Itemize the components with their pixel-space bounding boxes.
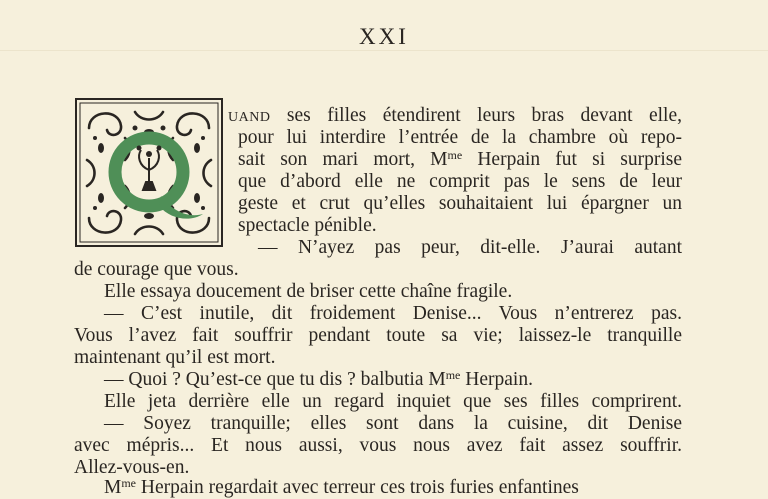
text-line-8: de courage que vous. [74, 259, 239, 280]
text-line-9: Elle essaya doucement de briser cette chaîne fragile. [104, 281, 513, 302]
text-line-14: Elle jeta derrière elle un regard inquiet que ses filles comprirent. [104, 391, 682, 412]
text-line-2: pour lui interdire l’entrée de la chambre où repo- [238, 127, 682, 148]
text-line-6: spectacle pénible. [238, 215, 377, 236]
text-line-1: UAND ses filles étendirent leurs bras devant elle, [228, 105, 682, 126]
text-line-13: — Quoi ? Qu’est-ce que tu dis ? balbutia $M^{me}$ Herpain. [104, 368, 533, 390]
text-line-16: avec mépris... Et nous aussi, vous nous avez fait assez souffrir. [74, 435, 682, 456]
text-line-4: que d’abord elle ne comprit pas le sens de leur [238, 171, 682, 192]
text-line-3: sait son mari mort, $M^{me}$ Herpain fut si surprise [238, 148, 682, 170]
chapter-number: XXI [359, 24, 409, 49]
text-line-10: — C’est inutile, dit froidement Denise... Vous n’entrerez pas. [104, 303, 682, 324]
page-top-rule [0, 50, 768, 51]
text-line-12: maintenant qu’il est mort. [74, 347, 276, 368]
text-line-17: Allez-vous-en. [74, 457, 190, 478]
ornamental-dropcap [75, 98, 223, 247]
text-line-7: — N’ayez pas peur, dit-elle. J’aurai autant [258, 237, 682, 258]
text-line-5: geste et crut qu’elles souhaitaient lui épargner un [238, 193, 682, 214]
text-line-18: $M^{me}$ Herpain regardait avec terreur ces trois furies enfantines [104, 476, 579, 498]
text-line-15: — Soyez tranquille; elles sont dans la cuisine, dit Denise [104, 413, 682, 434]
text-line-11: Vous l’avez fait souffrir pendant toute sa vie; laissez-le tranquille [74, 325, 682, 346]
